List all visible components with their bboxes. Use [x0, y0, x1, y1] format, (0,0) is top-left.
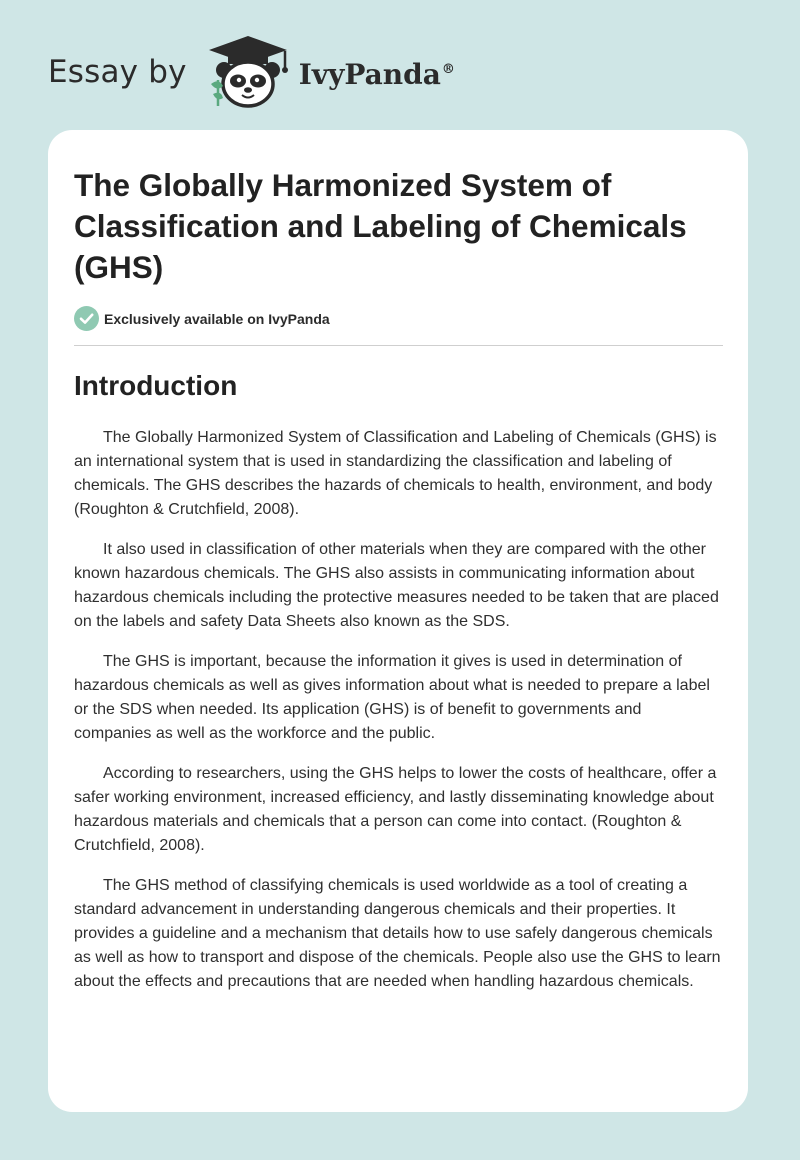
divider	[74, 345, 723, 346]
brand-prefix: Essay by	[48, 54, 187, 90]
exclusive-badge-text: Exclusively available on IvyPanda	[104, 310, 330, 327]
brand-name: IvyPanda®	[298, 57, 455, 91]
check-circle-icon	[74, 306, 99, 331]
section-heading: Introduction	[74, 370, 238, 401]
registered-mark: ®	[441, 62, 455, 78]
paragraph: The Globally Harmonized System of Classification and Labeling of Chemicals (GHS) is an international system that is used in standardizing the classification and labeling of chemicals. The GHS describes the hazards of chemicals to health, environment, and body (Roughton & Crutchfield, 2008).	[74, 429, 717, 518]
exclusive-badge	[74, 306, 330, 331]
paragraph: The GHS is important, because the information it gives is used in determination of hazardous chemicals as well as gives information about what is needed to prepare a label or the SDS when needed. Its application (GHS) is of benefit to governments and companies as well as the workforce and the public.	[74, 653, 710, 742]
paragraph: It also used in classification of other materials when they are compared with the other known hazardous chemicals. The GHS also assists in communicating information about hazardous chemicals including the protective measures needed to be taken that are placed on the labels and safety Data Sheets also known as the SDS.	[74, 541, 719, 630]
brand-header[interactable]	[48, 34, 455, 110]
essay-body	[74, 426, 723, 1010]
essay-card	[48, 130, 748, 1112]
panda-graduate-icon	[201, 34, 295, 110]
paragraph: According to researchers, using the GHS helps to lower the costs of healthcare, offer a safer working environment, increased efficiency, and lastly disseminating knowledge about hazardous materials and chemicals that a person can come into contact. (Roughton & Crutchfield, 2008).	[74, 765, 717, 854]
paragraph: The GHS method of classifying chemicals is used worldwide as a tool of creating a standard advancement in understanding dangerous chemicals and their properties. It provides a guideline and a mechanism that details how to use safely dangerous chemicals as well as how to transport and dispose of the chemicals. People also use the GHS to learn about the effects and precautions that are needed when handling hazardous chemicals.	[74, 877, 721, 990]
essay-title: The Globally Harmonized System of Classification and Labeling of Chemicals (GHS)	[74, 167, 687, 285]
